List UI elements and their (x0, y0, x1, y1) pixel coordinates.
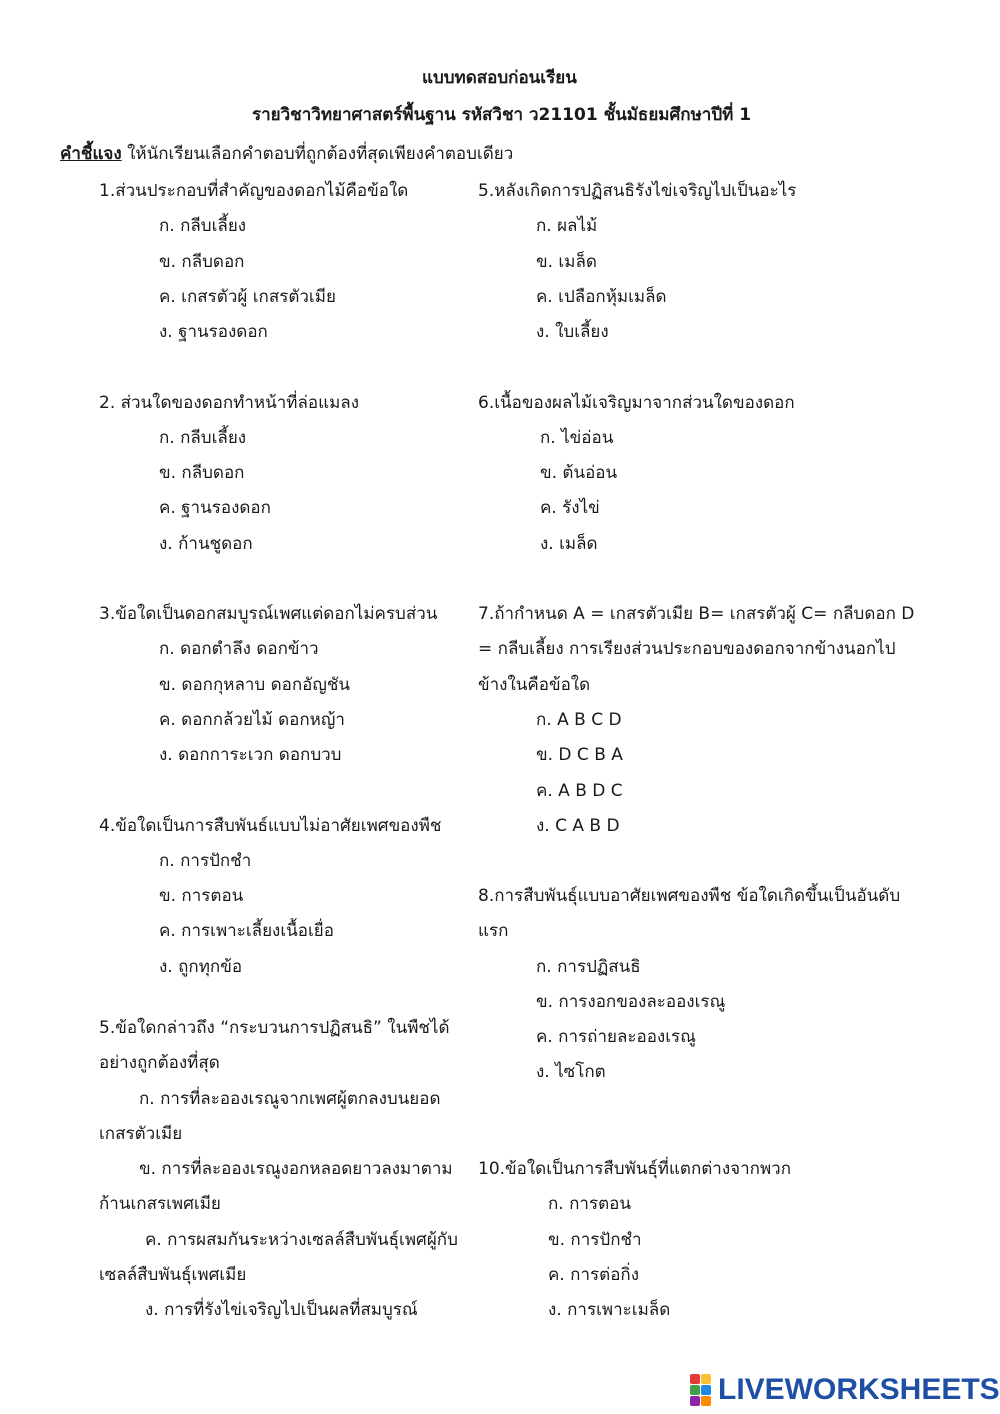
question-text: อย่างถูกต้องที่สุด (99, 1053, 220, 1073)
choice[interactable]: ข. กลีบดอก (159, 252, 245, 272)
logo-block (690, 1385, 700, 1395)
choice[interactable]: ข. ต้นอ่อน (540, 463, 618, 483)
question-text: 2. ส่วนใดของดอกทำหน้าที่ล่อแมลง (99, 393, 360, 413)
question-text: 4.ข้อใดเป็นการสืบพันธ์แบบไม่อาศัยเพศของพืช (99, 816, 442, 836)
choice[interactable]: ก. การปฏิสนธิ (536, 957, 641, 977)
choice[interactable]: ง. ใบเลี้ยง (536, 322, 609, 342)
logo-block (690, 1396, 700, 1406)
choice[interactable]: ค. ดอกกล้วยไม้ ดอกหญ้า (159, 710, 345, 730)
choice[interactable]: ง. การเพาะเมล็ด (548, 1300, 671, 1320)
choice[interactable]: ก. ดอกตำลึง ดอกข้าว (159, 639, 319, 659)
choice[interactable]: ค. ฐานรองดอก (159, 498, 271, 518)
worksheet-title: แบบทดสอบก่อนเรียน (422, 68, 577, 88)
choice[interactable]: ข. การที่ละอองเรณูงอกหลอดยาวลงมาตาม (139, 1159, 453, 1179)
instructions-text: ให้นักเรียนเลือกคำตอบที่ถูกต้องที่สุดเพียงคำตอบเดียว (121, 144, 514, 164)
choice[interactable]: ข. เมล็ด (536, 252, 597, 272)
question-text: 8.การสืบพันธุ์แบบอาศัยเพศของพืช ข้อใดเกิดขึ้นเป็นอันดับ (478, 886, 901, 906)
choice[interactable]: ง. ไซโกต (536, 1062, 606, 1082)
question-text: 5.ข้อใดกล่าวถึง “กระบวนการปฏิสนธิ” ในพืชได้ (99, 1018, 450, 1038)
question-text: แรก (478, 921, 509, 941)
logo-text: LIVEWORKSHEETS (718, 1373, 1000, 1406)
choice[interactable]: ง. C A B D (536, 816, 620, 836)
choice[interactable]: ค. การถ่ายละอองเรณู (536, 1027, 696, 1047)
question-text: 6.เนื้อของผลไม้เจริญมาจากส่วนใดของดอก (478, 393, 795, 413)
choice[interactable]: ค. เปลือกหุ้มเมล็ด (536, 287, 667, 307)
question-text: 1.ส่วนประกอบที่สำคัญของดอกไม้คือข้อใด (99, 181, 409, 201)
choice[interactable]: ง. การที่รังไข่เจริญไปเป็นผลที่สมบูรณ์ (145, 1300, 418, 1320)
choice[interactable]: ง. ถูกทุกข้อ (159, 957, 243, 977)
choice[interactable]: ก. การที่ละอองเรณูจากเพศผู้ตกลงบนยอด (139, 1089, 441, 1109)
choice[interactable]: ข. D C B A (536, 745, 623, 765)
logo-block (690, 1374, 700, 1384)
question-text: 7.ถ้ากำหนด A = เกสรตัวเมีย B= เกสรตัวผู้ C= กลีบดอก D (478, 604, 915, 624)
instructions-label: คำชี้แจง (60, 144, 122, 164)
choice[interactable]: ข. การตอน (159, 886, 244, 906)
question-text: 10.ข้อใดเป็นการสืบพันธุ์ที่แตกต่างจากพวก (478, 1159, 791, 1179)
choice[interactable]: ข. ดอกกุหลาบ ดอกอัญชัน (159, 675, 351, 695)
liveworksheets-logo[interactable] (690, 1372, 1000, 1408)
instructions (60, 143, 513, 165)
choice-continued: ก้านเกสรเพศเมีย (99, 1194, 221, 1214)
liveworksheets-logo-icon (690, 1374, 712, 1406)
choice[interactable]: ก. A B C D (536, 710, 622, 730)
logo-block (701, 1396, 711, 1406)
worksheet-subtitle: รายวิชาวิทยาศาสตร์พื้นฐาน รหัสวิชา ว21101 ชั้นมัธยมศึกษาปีที่ 1 (252, 105, 752, 125)
choice[interactable]: ค. การต่อกิ่ง (548, 1265, 639, 1285)
choice[interactable]: ก. ไข่อ่อน (540, 428, 614, 448)
logo-block (701, 1374, 711, 1384)
choice[interactable]: ง. ดอกการะเวก ดอกบวบ (159, 745, 342, 765)
choice[interactable]: ค. A B D C (536, 781, 623, 801)
choice-continued: เกสรตัวเมีย (99, 1124, 183, 1144)
choice[interactable]: ก. ผลไม้ (536, 216, 598, 236)
logo-block (701, 1385, 711, 1395)
choice[interactable]: ข. การปักชำ (548, 1230, 642, 1250)
choice[interactable]: ข. การงอกของละอองเรณู (536, 992, 726, 1012)
question-text: 5.หลังเกิดการปฏิสนธิรังไข่เจริญไปเป็นอะไร (478, 181, 797, 201)
choice[interactable]: ค. การผสมกันระหว่างเซลล์สืบพันธุ์เพศผู้กับ (145, 1230, 458, 1250)
choice[interactable]: ง. เมล็ด (540, 534, 598, 554)
choice[interactable]: ข. กลีบดอก (159, 463, 245, 483)
question-text: = กลีบเลี้ยง การเรียงส่วนประกอบของดอกจากข้างนอกไป (478, 639, 896, 659)
choice[interactable]: ก. การปักชำ (159, 851, 252, 871)
choice-continued: เซลล์สืบพันธุ์เพศเมีย (99, 1265, 247, 1285)
choice[interactable]: ง. ฐานรองดอก (159, 322, 268, 342)
choice[interactable]: ก. การตอน (548, 1194, 631, 1214)
choice[interactable]: ก. กลีบเลี้ยง (159, 216, 247, 236)
choice[interactable]: ค. รังไข่ (540, 498, 600, 518)
choice[interactable]: ก. กลีบเลี้ยง (159, 428, 247, 448)
question-text: ข้างในคือข้อใด (478, 675, 591, 695)
choice[interactable]: ค. เกสรตัวผู้ เกสรตัวเมีย (159, 287, 336, 307)
choice[interactable]: ง. ก้านชูดอก (159, 534, 253, 554)
choice[interactable]: ค. การเพาะเลี้ยงเนื้อเยื่อ (159, 921, 334, 941)
question-text: 3.ข้อใดเป็นดอกสมบูรณ์เพศแต่ดอกไม่ครบส่วน (99, 604, 438, 624)
